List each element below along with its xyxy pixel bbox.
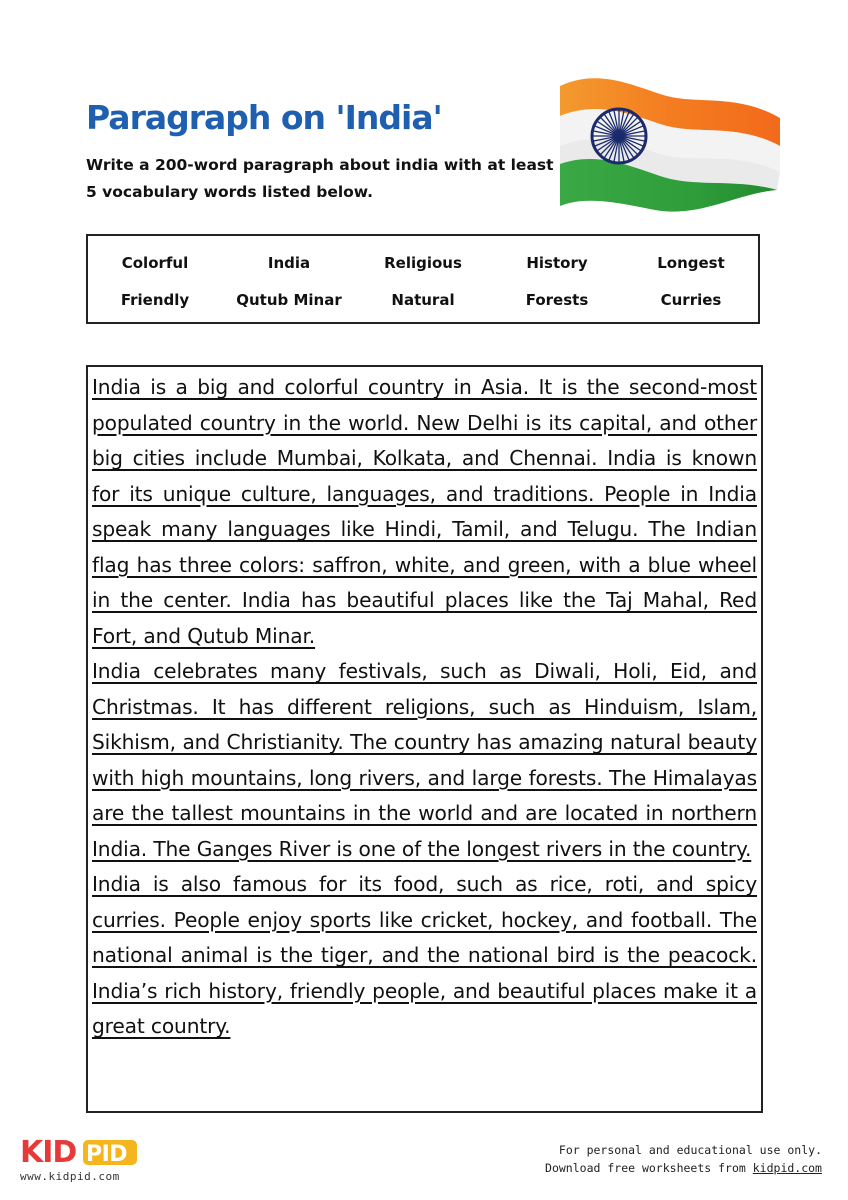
- ashoka-chakra-icon: [592, 109, 646, 163]
- footer-line-1: For personal and educational use only.: [558, 1143, 822, 1157]
- vocab-word: Forests: [525, 291, 589, 309]
- paragraph-text: [92, 370, 757, 1045]
- vocab-word: History: [526, 254, 588, 272]
- logo-url: www.kidpid.com: [20, 1170, 120, 1183]
- page-title: Paragraph on 'India': [86, 98, 442, 137]
- vocabulary-box: [86, 234, 760, 324]
- answer-box: [86, 365, 763, 1113]
- india-flag-image: [555, 72, 783, 220]
- svg-text:KID: KID: [20, 1135, 77, 1169]
- footer-line-2: [545, 1159, 822, 1177]
- paragraph: [92, 654, 757, 867]
- paragraph-3: India is also famous for its food, such as rice, roti, and spicy curries. People enjoy sports like cricket, hockey, and football. The national animal is the tiger, and the national bird is the peacock. India’s rich history, friendly people, and beautiful places make it a great country.: [92, 872, 757, 1038]
- vocabulary-grid: [88, 236, 758, 311]
- vocab-word: Religious: [384, 254, 462, 272]
- footer-notice: [545, 1141, 822, 1177]
- kidpid-logo: [20, 1133, 140, 1169]
- vocab-word: Natural: [391, 291, 455, 309]
- vocab-word: Colorful: [121, 254, 189, 272]
- footer-line-2-prefix: Download free worksheets from: [545, 1161, 753, 1175]
- vocab-word: Longest: [657, 254, 725, 272]
- instructions: Write a 200-word paragraph about india with at least 5 vocabulary words listed below.: [86, 156, 554, 201]
- paragraph: [92, 370, 757, 654]
- vocab-word: Qutub Minar: [236, 291, 342, 309]
- paragraph-2: India celebrates many festivals, such as Diwali, Holi, Eid, and Christmas. It has different religions, such as Hinduism, Islam, Sikhism, and Christianity. The country has amazing natural beauty with high mountains, long rivers, and large forests. The Himalayas are the tallest mountains in the world and are located in northern India. The Ganges River is one of the longest rivers in the country.: [92, 659, 757, 861]
- vocab-word: Friendly: [120, 291, 190, 309]
- paragraph: [92, 867, 757, 1045]
- vocab-word: India: [267, 254, 311, 272]
- vocab-word: Curries: [660, 291, 722, 309]
- svg-text:PID: PID: [86, 1142, 128, 1167]
- kidpid-link[interactable]: kidpid.com: [752, 1161, 822, 1175]
- paragraph-1: India is a big and colorful country in Asia. It is the second-most populated country in the world. New Delhi is its capital, and other big cities include Mumbai, Kolkata, and Chennai. India is known for its unique culture, languages, and traditions. People in India speak many languages like Hindi, Tamil, and Telugu. The Indian flag has three colors: saffron, white, and green, with a blue wheel in the center. India has beautiful places like the Taj Mahal, Red Fort, and Qutub Minar.: [92, 375, 757, 648]
